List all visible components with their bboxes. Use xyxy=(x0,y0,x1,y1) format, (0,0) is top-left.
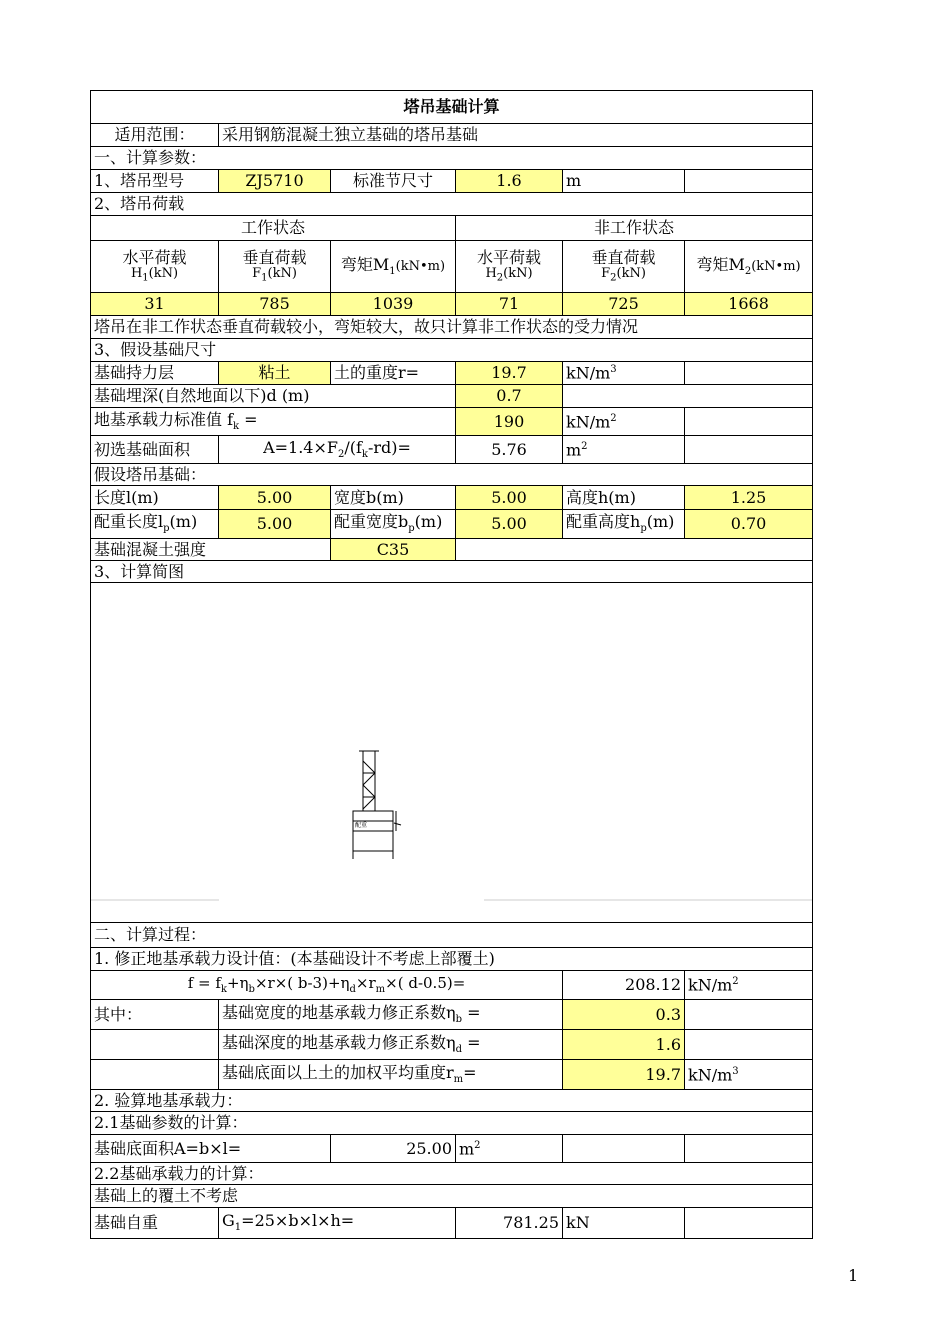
counterweight-height-value[interactable]: 0.70 xyxy=(685,510,813,539)
calc-sheet xyxy=(90,90,813,1239)
section-params: 一、计算参数： xyxy=(91,147,813,170)
counterweight-length-value[interactable]: 5.00 xyxy=(219,510,331,539)
soil-gamma-unit: $kN/m^3$ xyxy=(563,362,685,385)
m2-value[interactable]: 1668 xyxy=(685,293,813,316)
where-label: 其中： xyxy=(91,1000,219,1030)
counterweight-height-label: 配重高度$h_p(m)$ xyxy=(563,510,685,539)
width-value[interactable]: 5.00 xyxy=(456,486,563,510)
soil-label: 基础持力层 xyxy=(91,362,219,385)
page-title: 塔吊基础计算 xyxy=(91,91,813,124)
crane-model-value[interactable]: ZJ5710 xyxy=(219,170,331,193)
h1-header: 水平荷载 $H_1(kN)$ xyxy=(91,241,219,293)
depth-value[interactable]: 0.7 xyxy=(456,385,563,408)
section-size-unit: m xyxy=(563,170,685,193)
step21-title: 2.1基础参数的计算： xyxy=(91,1112,813,1135)
empty-cell xyxy=(685,1030,813,1060)
empty-cell xyxy=(685,362,813,385)
area-label: 初选基础面积 xyxy=(91,436,219,464)
section-size-value[interactable]: 1.6 xyxy=(456,170,563,193)
empty-cell xyxy=(91,1030,219,1060)
bearing-value[interactable]: 190 xyxy=(456,408,563,436)
scope-label: 适用范围： xyxy=(91,124,219,147)
h2-header: 水平荷载 $H_2(kN)$ xyxy=(456,241,563,293)
scope-value: 采用钢筋混凝土独立基础的塔吊基础 xyxy=(219,124,813,147)
self-weight-unit: kN xyxy=(563,1208,685,1239)
counterweight-width-label: 配重宽度$b_p(m)$ xyxy=(331,510,456,539)
m1-header: 弯矩$M_1(kN•m)$ xyxy=(331,241,456,293)
step2-title: 2. 验算地基承载力： xyxy=(91,1090,813,1112)
empty-cell xyxy=(685,436,813,464)
nonwork-state-header: 非工作状态 xyxy=(456,216,813,241)
f1-value[interactable]: 785 xyxy=(219,293,331,316)
self-weight-label: 基础自重 xyxy=(91,1208,219,1239)
eta-d-value[interactable]: 1.6 xyxy=(563,1030,685,1060)
f2-header: 垂直荷载 $F_2(kN)$ xyxy=(563,241,685,293)
m2-header: 弯矩$M_2(kN•m)$ xyxy=(685,241,813,293)
area-formula: $A=1.4\times F_2/(f_k-rd)=$ xyxy=(219,436,456,464)
counterweight-width-value[interactable]: 5.00 xyxy=(456,510,563,539)
concrete-label: 基础混凝土强度 xyxy=(91,539,331,561)
empty-cell xyxy=(456,539,813,561)
eta-d-label: 基础深度的地基承载力修正系数$\eta_d$ = xyxy=(219,1030,563,1060)
length-label: 长度l(m) xyxy=(91,486,219,510)
m1-value[interactable]: 1039 xyxy=(331,293,456,316)
empty-cell xyxy=(685,1000,813,1030)
section-size-label: 标准节尺寸 xyxy=(331,170,456,193)
empty-cell xyxy=(91,1060,219,1090)
empty-cell xyxy=(563,1135,685,1163)
empty-cell xyxy=(685,170,813,193)
f-value: 208.12 xyxy=(563,971,685,1000)
crane-model-label: 1、塔吊型号 xyxy=(91,170,219,193)
empty-cell xyxy=(685,1135,813,1163)
svg-text:配重: 配重 xyxy=(355,822,368,829)
loads-title: 2、塔吊荷载 xyxy=(91,193,813,216)
f-unit: $kN/m^2$ xyxy=(685,971,813,1000)
depth-label: 基础埋深(自然地面以下)d (m) xyxy=(91,385,456,408)
bearing-unit: $kN/m^2$ xyxy=(563,408,685,436)
soil-gamma-label: 土的重度r= xyxy=(331,362,456,385)
soil-value[interactable]: 粘土 xyxy=(219,362,331,385)
height-label: 高度h(m) xyxy=(563,486,685,510)
self-weight-value: 781.25 xyxy=(456,1208,563,1239)
concrete-value[interactable]: C35 xyxy=(331,539,456,561)
bearing-label: 地基承载力标准值 $f_k$ = xyxy=(91,408,456,436)
self-weight-formula: $G_1=25\times b\times l\times h=$ xyxy=(219,1208,456,1239)
empty-cell xyxy=(685,1208,813,1239)
f-formula: $f = f_k+\eta_b\times r\times$( $b-3)+\eta_d\times r_m\times$( d-0.5)= xyxy=(91,971,563,1000)
h1-value[interactable]: 31 xyxy=(91,293,219,316)
section-process: 二、计算过程： xyxy=(91,923,813,948)
eta-b-label: 基础宽度的地基承载力修正系数$\eta_b$ = xyxy=(219,1000,563,1030)
work-state-header: 工作状态 xyxy=(91,216,456,241)
width-label: 宽度b(m) xyxy=(331,486,456,510)
no-soil-note: 基础上的覆土不考虑 xyxy=(91,1185,813,1208)
gamma-m-unit: $kN/m^3$ xyxy=(685,1060,813,1090)
tower-crane-sketch xyxy=(91,583,813,921)
section-dimensions: 3、假设基础尺寸 xyxy=(91,339,813,362)
sketch-title: 3、计算简图 xyxy=(91,561,813,583)
soil-gamma-value[interactable]: 19.7 xyxy=(456,362,563,385)
load-note: 塔吊在非工作状态垂直荷载较小，弯矩较大，故只计算非工作状态的受力情况 xyxy=(91,316,813,339)
base-area-label: 基础底面积A=b×l= xyxy=(91,1135,331,1163)
eta-b-value[interactable]: 0.3 xyxy=(563,1000,685,1030)
counterweight-length-label: 配重长度$l_p(m)$ xyxy=(91,510,219,539)
empty-cell xyxy=(563,385,813,408)
h2-value[interactable]: 71 xyxy=(456,293,563,316)
gamma-m-value[interactable]: 19.7 xyxy=(563,1060,685,1090)
area-value: 5.76 xyxy=(456,436,563,464)
step22-title: 2.2基础承载力的计算： xyxy=(91,1163,813,1185)
empty-cell xyxy=(685,408,813,436)
f1-header: 垂直荷载 $F_1(kN)$ xyxy=(219,241,331,293)
assume-title: 假设塔吊基础： xyxy=(91,464,813,486)
sketch-area xyxy=(91,583,813,923)
page-number: 1 xyxy=(848,1266,859,1285)
f2-value[interactable]: 725 xyxy=(563,293,685,316)
area-unit: $m^2$ xyxy=(563,436,685,464)
step1-title: 1. 修正地基承载力设计值：(本基础设计不考虑上部覆土) xyxy=(91,948,813,971)
length-value[interactable]: 5.00 xyxy=(219,486,331,510)
gamma-m-label: 基础底面以上土的加权平均重度$r_m=$ xyxy=(219,1060,563,1090)
base-area-unit: $m^2$ xyxy=(456,1135,563,1163)
height-value[interactable]: 1.25 xyxy=(685,486,813,510)
base-area-value: 25.00 xyxy=(331,1135,456,1163)
